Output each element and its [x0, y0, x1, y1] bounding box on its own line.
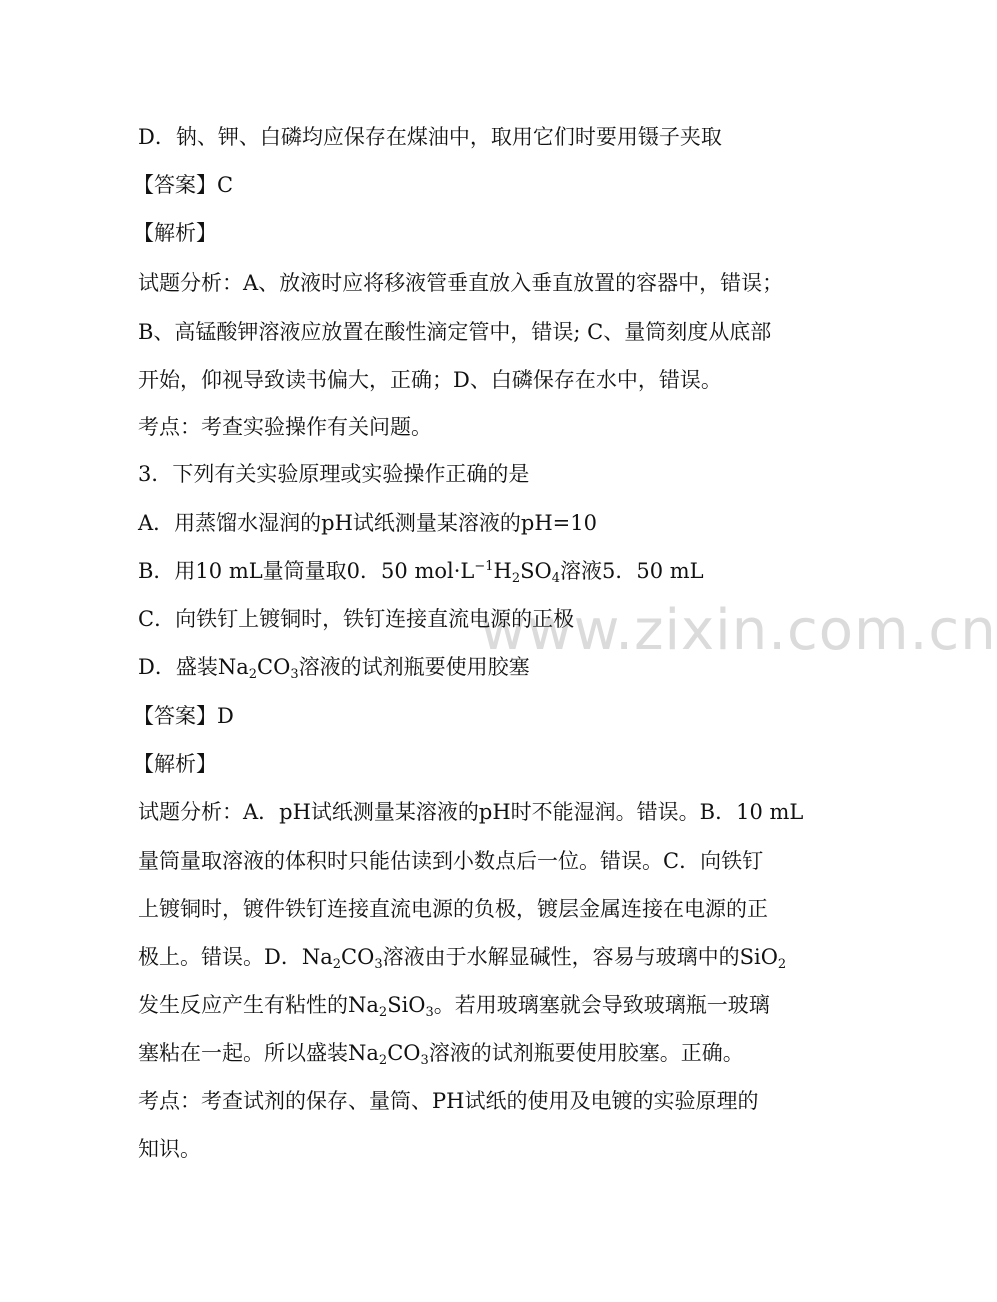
q3-analysis-line-5 — [138, 990, 770, 1020]
subscript: 3 — [425, 1005, 434, 1020]
q3-analysis-line-6 — [138, 1038, 744, 1068]
text-part: 溶液由于水解显碱性，容易与玻璃中的SiO — [382, 945, 778, 969]
subscript: 2 — [332, 957, 342, 972]
q3-analysis-heading: 【解析】 — [133, 752, 217, 776]
q3-option-d-tail: 溶液的试剂瓶要使用胶塞 — [298, 655, 530, 679]
q2-answer: 【答案】C — [133, 173, 234, 197]
q3-analysis-line-4 — [138, 942, 786, 972]
subscript: 3 — [420, 1053, 429, 1068]
q3-option-d-text: D．盛装Na — [138, 655, 249, 679]
q3-option-c: C．向铁钉上镀铜时，铁钉连接直流电源的正极 — [138, 607, 575, 631]
subscript: 2 — [378, 1053, 388, 1068]
text-part: 极上。错误。D．Na — [138, 945, 333, 969]
formula-part: H — [493, 559, 512, 583]
subscript: 2 — [511, 571, 521, 586]
q2-analysis-line-3: 开始，仰视导致读书偏大，正确；D、白磷保存在水中，错误。 — [138, 368, 722, 392]
text-part: 塞粘在一起。所以盛装Na — [138, 1041, 379, 1065]
q2-kaodian: 考点：考查实验操作有关问题。 — [138, 415, 432, 439]
formula-part: SiO — [387, 993, 426, 1017]
q3-answer: 【答案】D — [133, 704, 234, 728]
text-part: 发生反应产生有粘性的Na — [138, 993, 379, 1017]
q2-option-d: D．钠、钾、白磷均应保存在煤油中，取用它们时要用镊子夹取 — [138, 125, 722, 149]
subscript: 4 — [551, 571, 561, 586]
formula-part: CO — [341, 945, 375, 969]
q3-kaodian-line-2: 知识。 — [138, 1137, 201, 1161]
formula-part: SO — [520, 559, 552, 583]
text-part: 溶液的试剂瓶要使用胶塞。正确。 — [428, 1041, 744, 1065]
q3-analysis-line-2: 量筒量取溶液的体积时只能估读到小数点后一位。错误。C．向铁钉 — [138, 849, 764, 873]
subscript: 2 — [378, 1005, 388, 1020]
text-part: 。若用玻璃塞就会导致玻璃瓶一玻璃 — [433, 993, 770, 1017]
q3-analysis-line-3: 上镀铜时，镀件铁钉连接直流电源的负极，镀层金属连接在电源的正 — [138, 897, 768, 921]
watermark: www.zixin.com.cn — [480, 598, 997, 663]
q2-analysis-line-2: B、高锰酸钾溶液应放置在酸性滴定管中，错误; C、量筒刻度从底部 — [138, 320, 772, 344]
subscript: 3 — [374, 957, 383, 972]
subscript: 2 — [248, 667, 258, 682]
q3-analysis-line-1: 试题分析：A．pH试纸测量某溶液的pH时不能湿润。错误。B．10 mL — [138, 800, 804, 824]
q3-option-a: A．用蒸馏水湿润的pH试纸测量某溶液的pH=10 — [138, 511, 597, 535]
q3-question: 3．下列有关实验原理或实验操作正确的是 — [138, 462, 530, 486]
q3-option-d — [138, 652, 530, 682]
subscript: 3 — [290, 667, 299, 682]
formula-part: CO — [387, 1041, 421, 1065]
q2-analysis-line-1: 试题分析：A、放液时应将移液管垂直放入垂直放置的容器中，错误； — [138, 271, 784, 295]
subscript: 2 — [777, 957, 787, 972]
formula-part: CO — [257, 655, 291, 679]
q3-kaodian-line-1: 考点：考查试剂的保存、量筒、PH试纸的使用及电镀的实验原理的 — [138, 1089, 759, 1113]
superscript: −1 — [474, 559, 494, 574]
q3-option-b — [138, 556, 704, 586]
q3-option-b-text: B．用10 mL量筒量取0．50 mol·L — [138, 559, 475, 583]
q3-option-b-tail: 溶液5．50 mL — [560, 559, 704, 583]
q2-analysis-heading: 【解析】 — [133, 221, 217, 245]
